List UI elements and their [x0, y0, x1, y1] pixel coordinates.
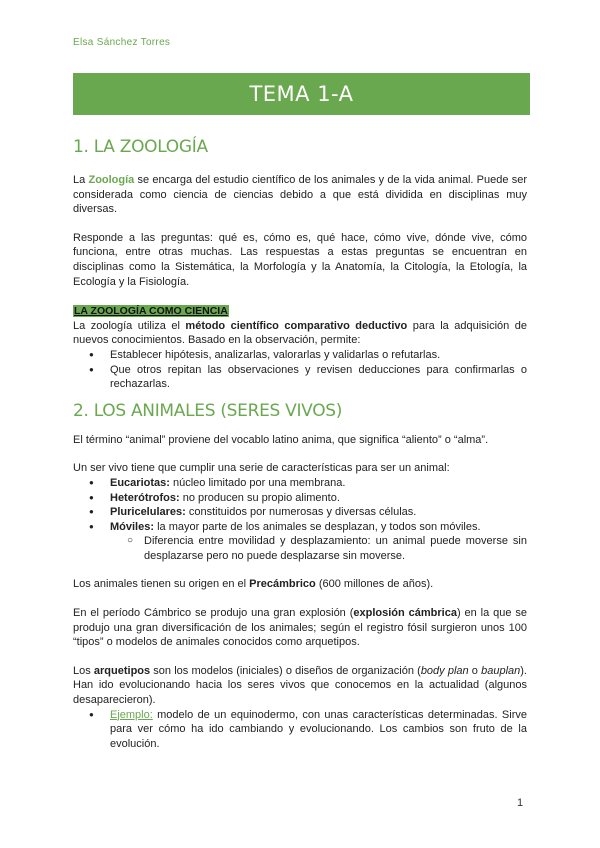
trait-desc: núcleo limitado por una membrana.	[169, 476, 346, 489]
list-item	[73, 491, 527, 506]
section-heading-animales: 2. LOS ANIMALES (SERES VIVOS)	[73, 400, 343, 421]
text: La	[73, 174, 89, 186]
list-item	[73, 476, 527, 491]
title-banner	[73, 73, 530, 115]
text: Los animales tienen su origen en el	[73, 578, 250, 591]
traits-list	[73, 476, 527, 564]
example-list	[73, 708, 527, 752]
list-item	[73, 505, 527, 520]
text: Los	[73, 664, 94, 677]
document-author: Elsa Sánchez Torres	[73, 37, 171, 48]
text: (600 millones de años).	[315, 578, 434, 591]
italic-term: bauplan	[481, 664, 521, 677]
paragraph: Responde a las preguntas: qué es, cómo es, qué hace, cómo vive, dónde vive, cómo funciona, entre otras muchas. Las respuestas a estas preguntas se encuentran en disciplinas como la Sistemática, la Morfología y la Anatomía, la Citología, la Etología, la Ecología y la Fisiología.	[73, 231, 527, 288]
document-title: TEMA 1-A	[249, 82, 354, 106]
text: o	[468, 664, 482, 677]
text: La zoología utiliza el	[73, 319, 186, 332]
trait-desc: la mayor parte de los animales se desplazan, y todos son móviles.	[154, 520, 481, 533]
text: modelo de un equinodermo, con unas características determinadas. Sirve para ver cómo ha ido cambiando y evolucionando. Los cambios son fruto de la evolución.	[110, 708, 527, 750]
italic-term: body plan	[420, 664, 469, 677]
trait-term: Móviles:	[110, 520, 155, 533]
paragraph	[73, 173, 527, 217]
paragraph	[73, 606, 527, 650]
example-link[interactable]: Ejemplo:	[110, 708, 153, 721]
text: se encarga del estudio científico de los animales y de la vida animal. Puede ser considerada como ciencia de ciencias debido a que está dividida en disciplinas muy diversas.	[73, 174, 527, 216]
list-item	[73, 520, 527, 535]
trait-term: Pluricelulares:	[110, 506, 186, 519]
bold-term: Precámbrico	[249, 578, 316, 591]
bold-term: método científico comparativo deductivo	[185, 319, 408, 332]
bold-term: arquetipos	[93, 664, 151, 677]
section-heading-zoologia: 1. LA ZOOLOGÍA	[73, 137, 208, 157]
list-item	[73, 708, 527, 752]
bold-term: explosión cámbrica	[353, 607, 457, 620]
trait-desc: constituidos por numerosas y diversas células.	[185, 506, 417, 519]
paragraph: El término “animal” proviene del vocablo latino anima, que significa “aliento” o “alma”.	[73, 433, 489, 446]
paragraph	[73, 319, 527, 348]
bullet-list	[73, 348, 527, 392]
list-item: ● Que otros repitan las observaciones y revisen deducciones para confirmarlas o rechazarlas.	[73, 363, 527, 392]
trait-desc: no producen su propio alimento.	[179, 491, 340, 504]
paragraph: Un ser vivo tiene que cumplir una serie de características para ser un animal:	[73, 462, 450, 475]
text: ) en la que se produjo una gran diversificación de los animales; según el registro fósil surgieron unos 100 “tipos” o modelos de animales conocidos como arquetipos.	[73, 607, 527, 649]
trait-term: Heterótrofos:	[110, 491, 180, 504]
document-body	[73, 136, 527, 751]
page-number: 1	[517, 797, 524, 809]
text: para la adquisición de nuevos conocimientos. Basado en la observación, permite:	[73, 319, 527, 347]
trait-term: Eucariotas:	[110, 476, 170, 489]
text: En el período Cámbrico se produjo una gran explosión (	[73, 607, 354, 620]
paragraph	[73, 664, 527, 708]
list-item: ● Establecer hipótesis, analizarlas, valorarlas y validarlas o refutarlas.	[73, 348, 527, 363]
text: son los modelos (iniciales) o diseños de organización (	[150, 664, 421, 677]
sub-list-item: ○ Diferencia entre movilidad y desplazamiento: un animal puede moverse sin desplazarse pero no puede desplazarse sin moverse.	[73, 534, 527, 563]
text: ). Han ido evolucionando hacia los seres vivos que conocemos en la actualidad (algunos desaparecieron).	[73, 664, 527, 707]
subheading-zoologia-ciencia: LA ZOOLOGÍA COMO CIENCIA	[74, 305, 228, 318]
term-highlight: Zoología	[88, 174, 135, 186]
paragraph	[73, 577, 527, 592]
